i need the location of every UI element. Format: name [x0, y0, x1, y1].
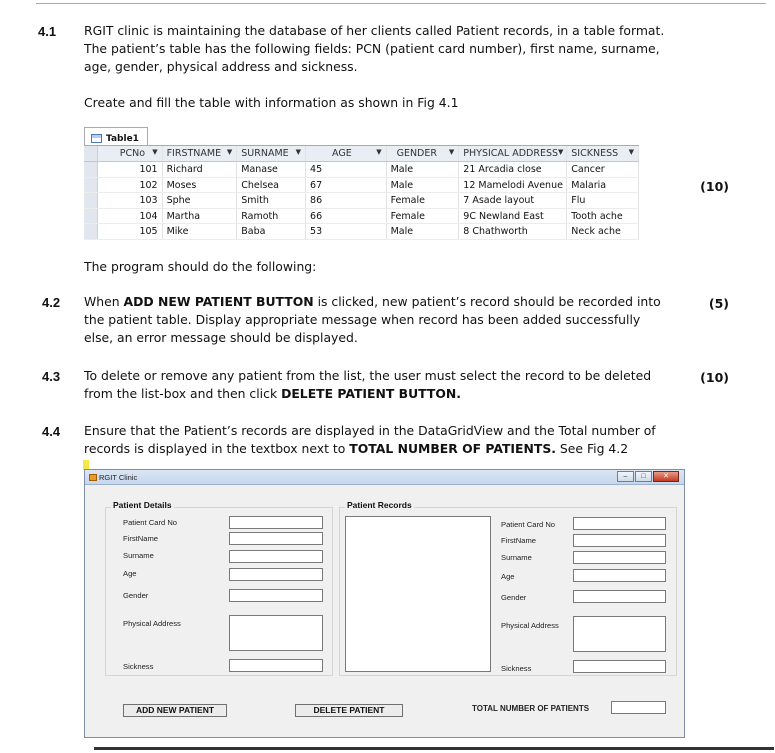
col-header-age[interactable] — [306, 146, 387, 161]
dropdown-arrow-icon[interactable]: ▼ — [376, 148, 382, 156]
col-header-sickness[interactable] — [567, 146, 639, 161]
question-number-4-1: 4.1 — [38, 24, 57, 39]
records-firstname-input[interactable] — [573, 534, 666, 547]
cell-physical-address[interactable]: 12 Mamelodi Avenue — [459, 178, 567, 193]
cell-pcno[interactable]: 101 — [98, 162, 163, 177]
dropdown-arrow-icon[interactable]: ▼ — [448, 148, 455, 156]
datasheet-rows — [84, 162, 639, 240]
q44-text: records is displayed in the textbox next to — [84, 441, 350, 456]
sickness-input[interactable] — [229, 659, 323, 672]
cell-gender[interactable]: Female — [387, 209, 460, 224]
table-tab-label: Table1 — [106, 133, 139, 144]
cell-gender[interactable]: Female — [387, 193, 460, 208]
col-header-gender[interactable] — [387, 146, 460, 161]
gender-input[interactable] — [229, 589, 323, 602]
cell-surname[interactable]: Smith — [237, 193, 306, 208]
cell-sickness[interactable]: Malaria — [567, 178, 639, 193]
records-label-physical-address: Physical Address — [501, 621, 559, 630]
window-titlebar[interactable] — [85, 470, 684, 485]
row-selector[interactable] — [84, 224, 98, 239]
label-physical-address: Physical Address — [123, 619, 181, 628]
cell-physical-address[interactable]: 8 Chathworth — [459, 224, 567, 239]
cell-gender[interactable]: Male — [387, 224, 460, 239]
cell-physical-address[interactable]: 21 Arcadia close — [459, 162, 567, 177]
maximize-icon[interactable]: □ — [635, 471, 652, 482]
question-4-2-text — [84, 293, 661, 347]
datasheet-header — [84, 146, 639, 162]
rgit-clinic-window — [84, 469, 685, 738]
cell-sickness[interactable]: Tooth ache — [567, 209, 639, 224]
dropdown-arrow-icon[interactable]: ▼ — [295, 148, 302, 156]
cell-age[interactable]: 67 — [306, 178, 387, 193]
q41-instruction: Create and fill the table with information as shown in Fig 4.1 — [84, 95, 459, 110]
surname-input[interactable] — [229, 550, 323, 563]
records-sickness-input[interactable] — [573, 660, 666, 673]
cell-firstname[interactable]: Moses — [163, 178, 238, 193]
patient-records-listbox[interactable] — [345, 516, 491, 672]
window-title: RGIT Clinic — [99, 473, 138, 482]
records-age-input[interactable] — [573, 569, 666, 582]
col-header-physical-address[interactable] — [459, 146, 567, 161]
row-selector[interactable] — [84, 162, 98, 177]
dropdown-arrow-icon[interactable]: ▼ — [226, 148, 233, 156]
cell-firstname[interactable]: Martha — [163, 209, 238, 224]
records-label-patient-card-no: Patient Card No — [501, 520, 556, 529]
top-rule — [36, 3, 766, 4]
col-header-label: PCNo — [119, 148, 146, 159]
col-header-firstname[interactable] — [163, 146, 238, 161]
question-number-4-2: 4.2 — [42, 295, 61, 310]
label-gender: Gender — [123, 591, 149, 600]
cell-age[interactable]: 45 — [306, 162, 387, 177]
total-patients-label: TOTAL NUMBER OF PATIENTS — [472, 704, 590, 713]
records-label-age: Age — [501, 572, 515, 581]
add-new-patient-button[interactable]: ADD NEW PATIENT — [123, 704, 227, 717]
q44-text: See Fig 4.2 — [555, 441, 629, 456]
q43-text: from the list-box and then click — [84, 386, 282, 401]
label-age: Age — [123, 569, 137, 578]
age-input[interactable] — [229, 568, 323, 581]
question-4-3-text — [84, 367, 651, 403]
q44-bold: TOTAL NUMBER OF PATIENTS. — [349, 441, 556, 456]
cell-surname[interactable]: Manase — [237, 162, 306, 177]
question-number-4-3: 4.3 — [42, 369, 61, 384]
q44-line1: Ensure that the Patient’s records are displayed in the DataGridView and the Total number of — [84, 423, 656, 438]
cell-firstname[interactable]: Richard — [163, 162, 238, 177]
table-tab[interactable] — [84, 127, 148, 146]
records-patient-card-no-input[interactable] — [573, 517, 666, 530]
app-icon — [89, 474, 97, 481]
question-4-1-text — [84, 22, 664, 76]
cell-sickness[interactable]: Neck ache — [567, 224, 639, 239]
col-header-label: SURNAME — [241, 148, 289, 159]
col-header-label: AGE — [332, 148, 352, 159]
cell-age[interactable]: 66 — [306, 209, 387, 224]
cell-sickness[interactable]: Cancer — [567, 162, 639, 177]
cell-pcno[interactable]: 105 — [98, 224, 163, 239]
marks-4-2: (5) — [708, 296, 729, 311]
datasheet-grid — [84, 145, 639, 240]
cell-pcno[interactable]: 104 — [98, 209, 163, 224]
q42-bold: ADD NEW PATIENT BUTTON — [123, 294, 314, 309]
table-row[interactable] — [84, 209, 639, 225]
cell-pcno[interactable]: 103 — [98, 193, 163, 208]
cell-surname[interactable]: Baba — [237, 224, 306, 239]
q42-line1 — [84, 293, 661, 311]
records-label-sickness: Sickness — [501, 664, 532, 673]
records-label-surname: Surname — [501, 553, 532, 562]
q41-line2: The patient’s table has the following fields: PCN (patient card number), first name, surname, — [84, 41, 660, 56]
col-header-pcno[interactable] — [98, 146, 163, 161]
records-physical-address-input[interactable] — [573, 616, 666, 652]
cell-physical-address[interactable]: 7 Asade layout — [459, 193, 567, 208]
q43-line2 — [84, 385, 651, 403]
records-surname-input[interactable] — [573, 551, 666, 564]
cell-gender[interactable]: Male — [387, 162, 460, 177]
q42-text: When — [84, 294, 124, 309]
col-header-surname[interactable] — [237, 146, 306, 161]
delete-patient-button[interactable]: DELETE PATIENT — [295, 704, 403, 717]
label-firstname: FirstName — [123, 534, 159, 543]
dropdown-arrow-icon[interactable]: ▼ — [152, 148, 158, 156]
col-header-label: FIRSTNAME — [166, 148, 222, 159]
label-patient-card-no: Patient Card No — [123, 518, 178, 527]
cell-physical-address[interactable]: 9C Newland East — [459, 209, 567, 224]
patient-records-title: Patient Records — [347, 500, 412, 510]
row-selector[interactable] — [84, 209, 98, 224]
table-row[interactable] — [84, 162, 639, 178]
firstname-input[interactable] — [229, 532, 323, 545]
total-patients-textbox[interactable] — [611, 701, 666, 714]
q42-line2: the patient table. Display appropriate message when record has been added successfully — [84, 312, 641, 327]
q41-line1: RGIT clinic is maintaining the database of her clients called Patient records, in a table format. — [84, 23, 665, 38]
close-icon[interactable]: ✕ — [653, 471, 679, 482]
physical-address-input[interactable] — [229, 615, 323, 651]
table-icon — [91, 134, 102, 143]
minimize-icon[interactable]: – — [617, 471, 634, 482]
label-surname: Surname — [123, 551, 154, 560]
question-number-4-4: 4.4 — [42, 424, 61, 439]
program-intro: The program should do the following: — [84, 259, 317, 274]
bottom-rule — [94, 747, 774, 750]
row-selector[interactable] — [84, 193, 98, 208]
table-row[interactable] — [84, 178, 639, 194]
cell-firstname[interactable]: Mike — [163, 224, 238, 239]
cell-firstname[interactable]: Sphe — [163, 193, 238, 208]
cell-pcno[interactable]: 102 — [98, 178, 163, 193]
cell-surname[interactable]: Chelsea — [237, 178, 306, 193]
records-gender-input[interactable] — [573, 590, 666, 603]
q44-line2 — [84, 440, 656, 458]
q41-line3: age, gender, physical address and sickness. — [84, 59, 358, 74]
row-selector[interactable] — [84, 178, 98, 193]
cell-sickness[interactable]: Flu — [567, 193, 639, 208]
dropdown-arrow-icon[interactable]: ▼ — [628, 148, 634, 156]
label-sickness: Sickness — [123, 662, 154, 671]
col-header-label: SICKNESS — [571, 148, 619, 159]
question-4-4-text — [84, 422, 656, 458]
row-selector-header[interactable] — [84, 146, 98, 161]
table-row[interactable] — [84, 193, 639, 209]
table-row[interactable] — [84, 224, 639, 240]
records-label-firstname: FirstName — [501, 536, 537, 545]
window-controls — [617, 471, 679, 482]
q43-line1: To delete or remove any patient from the list, the user must select the record to be deleted — [84, 368, 652, 383]
col-header-label: PHYSICAL ADDRESS — [463, 148, 559, 159]
cell-age[interactable]: 53 — [306, 224, 387, 239]
col-header-label: GENDER — [396, 148, 437, 159]
access-table-figure — [84, 127, 639, 241]
patient-card-no-input[interactable] — [229, 516, 323, 529]
marks-4-3: (10) — [700, 370, 729, 385]
cell-gender[interactable]: Male — [387, 178, 460, 193]
records-label-gender: Gender — [501, 593, 527, 602]
q42-line3: else, an error message should be displayed. — [84, 330, 358, 345]
dropdown-arrow-icon[interactable]: ▼ — [558, 148, 564, 156]
marks-4-1: (10) — [700, 179, 729, 194]
q43-bold: DELETE PATIENT BUTTON. — [281, 386, 461, 401]
cell-age[interactable]: 86 — [306, 193, 387, 208]
q42-text: is clicked, new patient’s record should be recorded into — [313, 294, 661, 309]
cell-surname[interactable]: Ramoth — [237, 209, 306, 224]
patient-details-title: Patient Details — [113, 500, 172, 510]
